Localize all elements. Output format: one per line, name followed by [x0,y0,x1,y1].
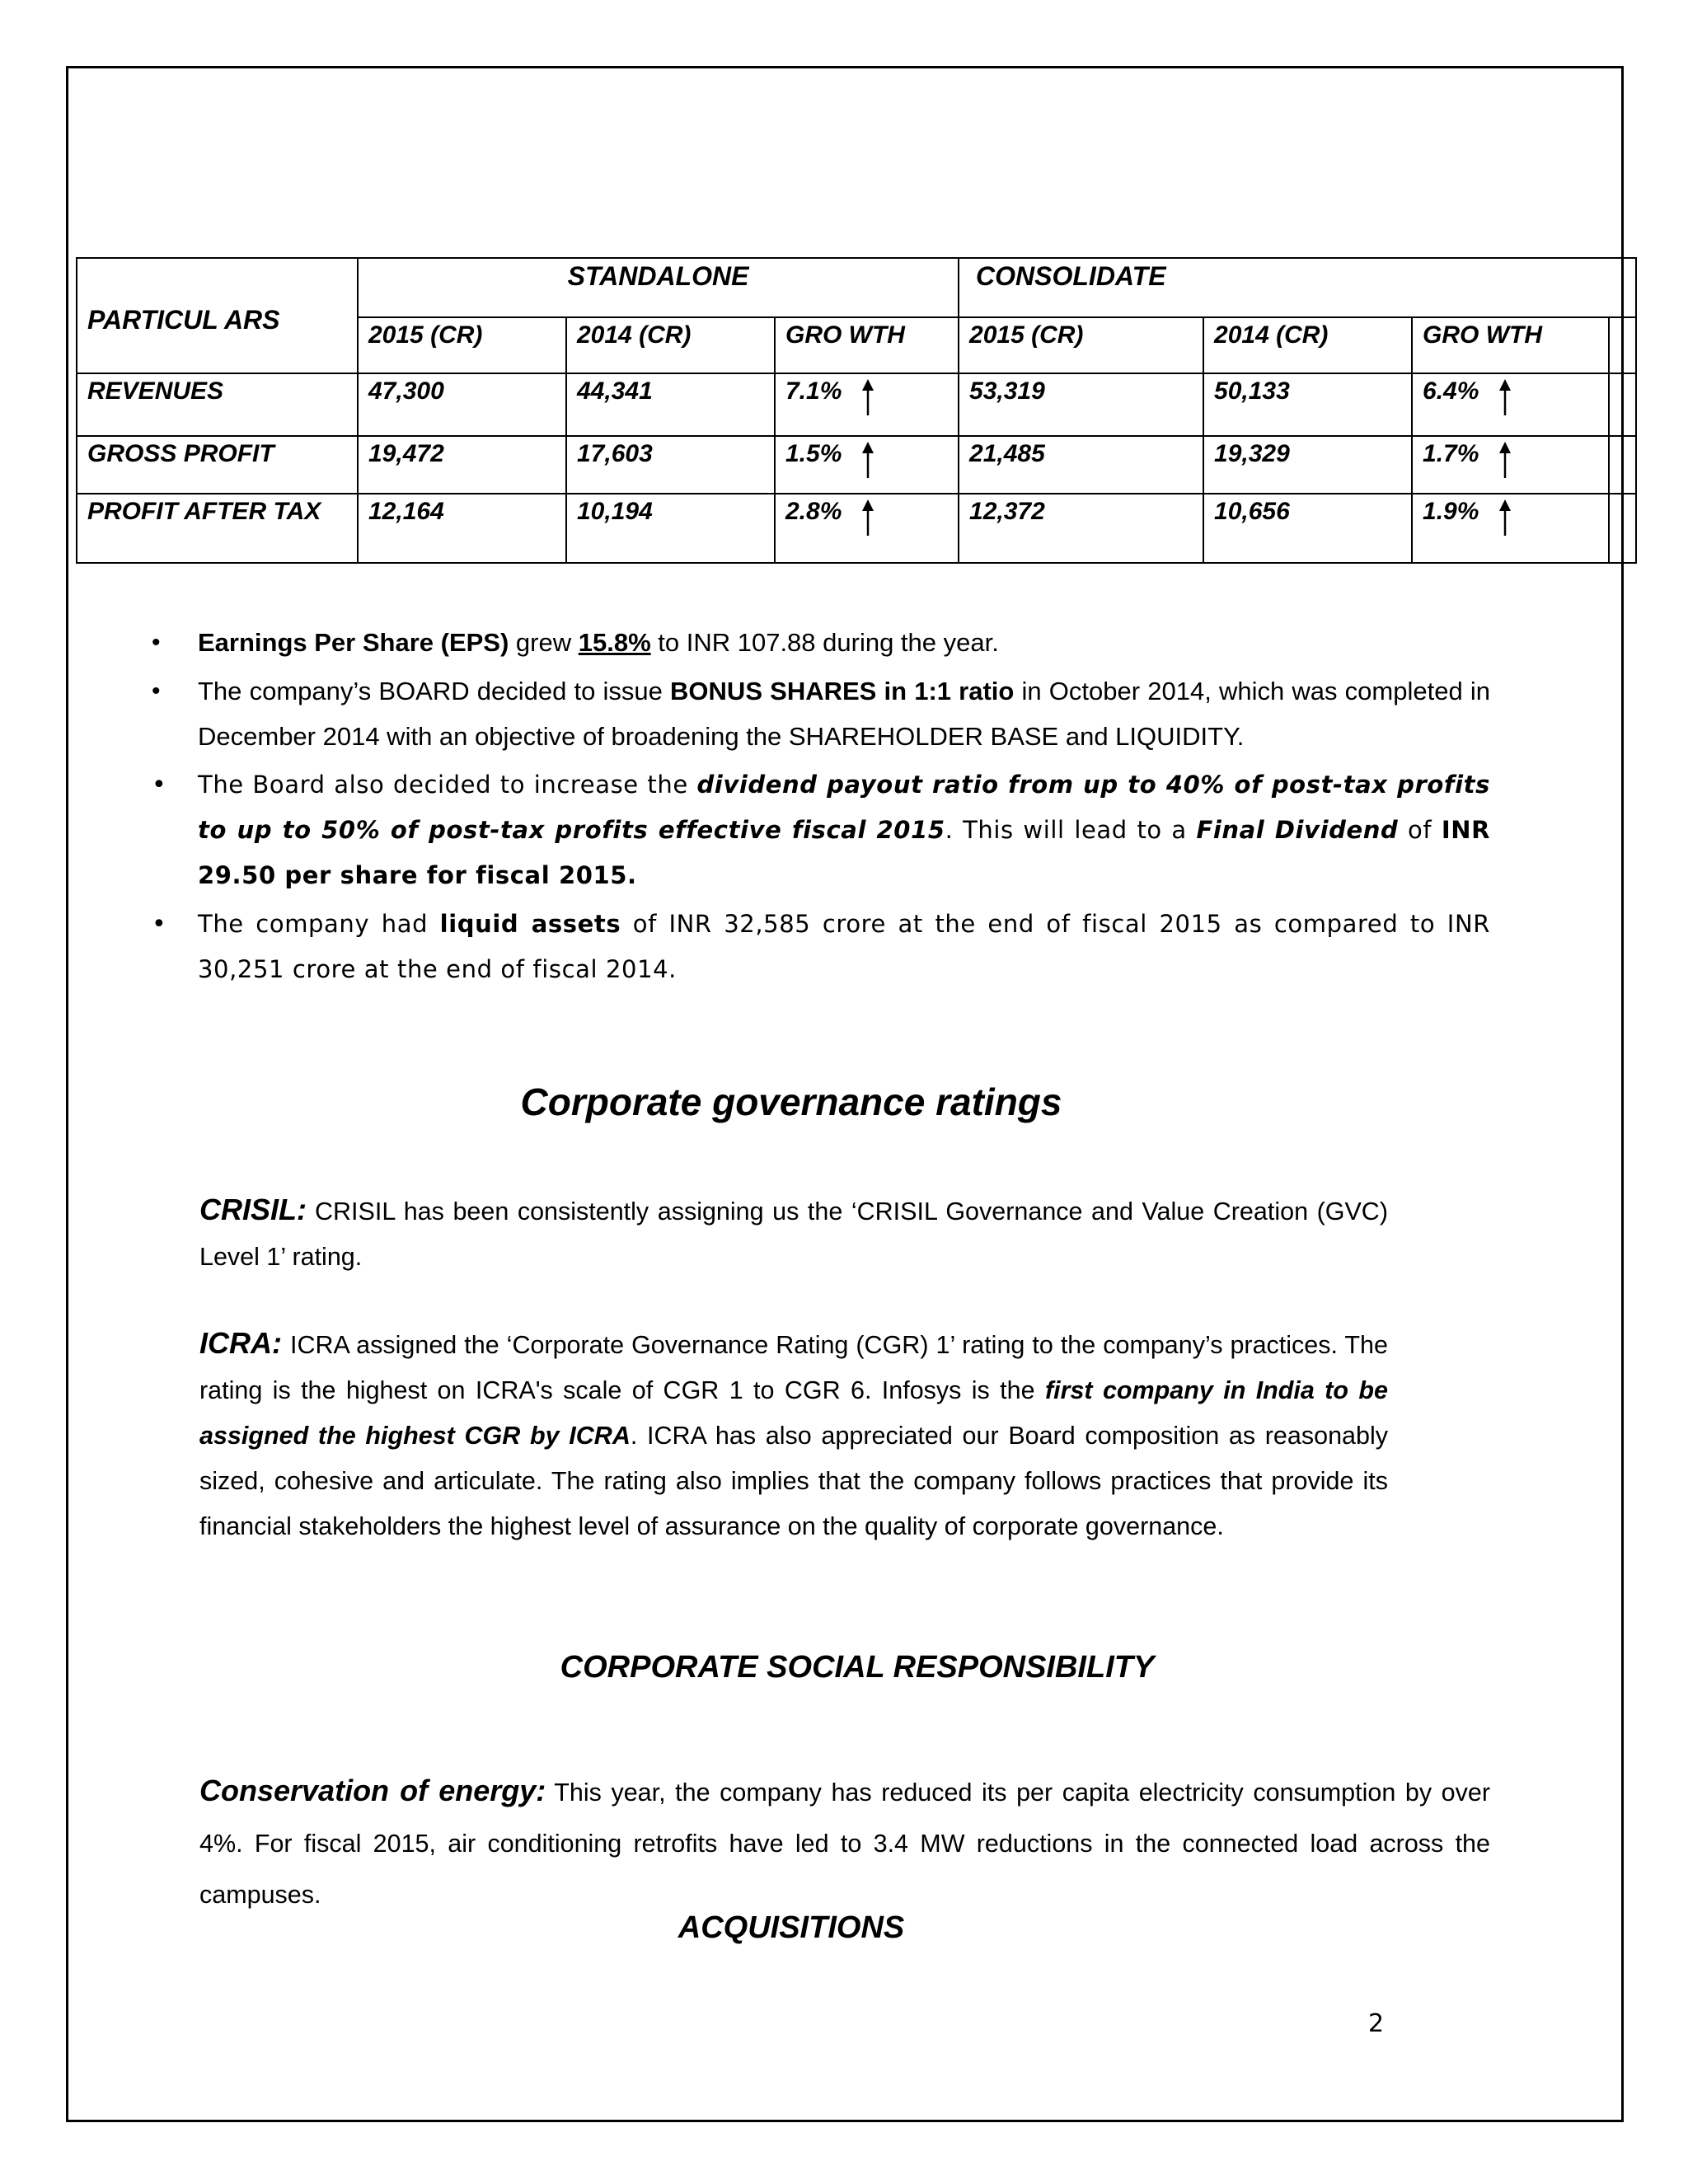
table-cell: 12,372 [959,494,1203,563]
table-cell: 44,341 [566,373,775,436]
up-arrow-icon [860,442,876,478]
growth-cell [775,494,959,563]
crisil-label: CRISIL: [199,1193,307,1226]
up-arrow-icon [860,379,876,415]
table-row [77,494,1636,563]
row-label: REVENUES [77,373,358,436]
spacer-cell [1609,494,1636,563]
dividend-ratio: dividend payout ratio from up to 40% of post-tax profits to up to 50% of post-tax profits effective fiscal 2015 [198,771,1490,844]
subheader-cell: 2015 (CR) [358,317,566,373]
consolidate-header: CONSOLIDATE [959,258,1636,317]
final-dividend: Final Dividend [1196,816,1399,844]
growth-cell [1412,373,1609,436]
table-cell: 53,319 [959,373,1203,436]
acquisitions-heading: ACQUISITIONS [678,1910,905,1945]
icra-text: . ICRA has also appreciated our Board composition as reasonably sized, cohesive and articulate. The rating also implies that the company follows practices that provide its financial stakeholders the highest level of assurance on the quality of corporate governance. [199,1422,1388,1540]
list-item [152,762,1491,898]
bullet-text: The company’s BOARD decided to issue [198,677,671,705]
up-arrow-icon [1497,379,1513,415]
bullet-text: The company had [198,910,440,938]
row-label: GROSS PROFIT [77,436,358,494]
growth-value: 1.7% [1423,440,1479,467]
table-cell: 10,656 [1203,494,1412,563]
crisil-paragraph [199,1187,1388,1280]
bullet-text: . This will lead to a [945,816,1197,844]
icra-paragraph [199,1320,1388,1549]
subheader-cell: 2014 (CR) [1203,317,1412,373]
crisil-text: CRISIL has been consistently assigning us the ‘CRISIL Governance and Value Creation (GVC) Level 1’ rating. [199,1197,1388,1271]
table-cell: 12,164 [358,494,566,563]
list-item [152,620,1490,665]
bullet-icon: • [152,910,167,939]
bullet-text: The Board also decided to increase the [198,771,697,799]
dividend-amount: INR 29.50 per share for fiscal 2015. [198,816,1491,889]
spacer-cell [1609,317,1636,373]
up-arrow-icon [860,499,876,536]
up-arrow-icon [1497,499,1513,536]
growth-value: 2.8% [785,498,842,525]
energy-paragraph [199,1765,1490,1920]
table-cell: 21,485 [959,436,1203,494]
csr-heading: CORPORATE SOCIAL RESPONSIBILITY [560,1650,1155,1685]
growth-cell [775,373,959,436]
bullet-text: grew [509,628,579,657]
eps-label: Earnings Per Share (EPS) [198,628,509,657]
table-cell: 47,300 [358,373,566,436]
table-cell: 50,133 [1203,373,1412,436]
subheader-cell: 2014 (CR) [566,317,775,373]
growth-value: 1.5% [785,440,842,467]
standalone-header: STANDALONE [358,258,959,317]
energy-label: Conservation of energy: [199,1774,546,1807]
table-row [77,373,1636,436]
row-label: PROFIT AFTER TAX [77,494,358,563]
bullet-text: to INR 107.88 during the year. [650,628,999,657]
table-cell: 19,472 [358,436,566,494]
bullet-icon: • [152,677,161,705]
list-item [152,902,1490,992]
subheader-cell: GRO WTH [775,317,959,373]
growth-value: 7.1% [785,377,842,405]
growth-value: 6.4% [1423,377,1479,405]
growth-value: 1.9% [1423,498,1479,525]
bullet-icon: • [152,771,167,799]
table-cell: 19,329 [1203,436,1412,494]
eps-growth: 15.8% [578,628,651,657]
bonus-shares: BONUS SHARES in 1:1 ratio [670,677,1015,705]
growth-cell [1412,494,1609,563]
table-cell: 10,194 [566,494,775,563]
bullet-text: in October 2014, which was completed in December 2014 with an objective of broadening the SHAREHOLDER BASE and LIQUIDITY. [198,677,1490,751]
subheader-cell: GRO WTH [1412,317,1609,373]
spacer-cell [1609,436,1636,494]
up-arrow-icon [1497,442,1513,478]
spacer-cell [1609,373,1636,436]
bullet-icon: • [152,629,161,656]
growth-cell [1412,436,1609,494]
growth-cell [775,436,959,494]
subheader-cell: 2015 (CR) [959,317,1203,373]
icra-label: ICRA: [199,1326,282,1360]
governance-heading: Corporate governance ratings [520,1080,1062,1123]
page-number: 2 [1368,2009,1385,2038]
liquid-assets: liquid assets [439,910,621,938]
energy-text: This year, the company has reduced its per capita electricity consumption by over 4%. For fiscal 2015, air conditioning retrofits have led to 3.4 MW reductions in the connected load across the campuses. [199,1779,1490,1909]
icra-highlight: first company in India to be assigned the highest CGR by ICRA [199,1376,1388,1450]
list-item [152,668,1490,759]
bullet-text: of [1398,816,1442,844]
bullet-text: of INR 32,585 crore at the end of fiscal 2015 as compared to INR 30,251 crore at the end of fiscal 2014. [198,910,1490,983]
highlights-list [152,620,1491,996]
table-cell: 17,603 [566,436,775,494]
financial-results-table [76,257,1637,564]
table-row [77,436,1636,494]
icra-text: ICRA assigned the ‘Corporate Governance Rating (CGR) 1’ rating to the company’s practices. The rating is the highest on ICRA's scale of CGR 1 to CGR 6. Infosys is the [199,1331,1388,1404]
particulars-header: PARTICUL ARS [77,258,358,373]
